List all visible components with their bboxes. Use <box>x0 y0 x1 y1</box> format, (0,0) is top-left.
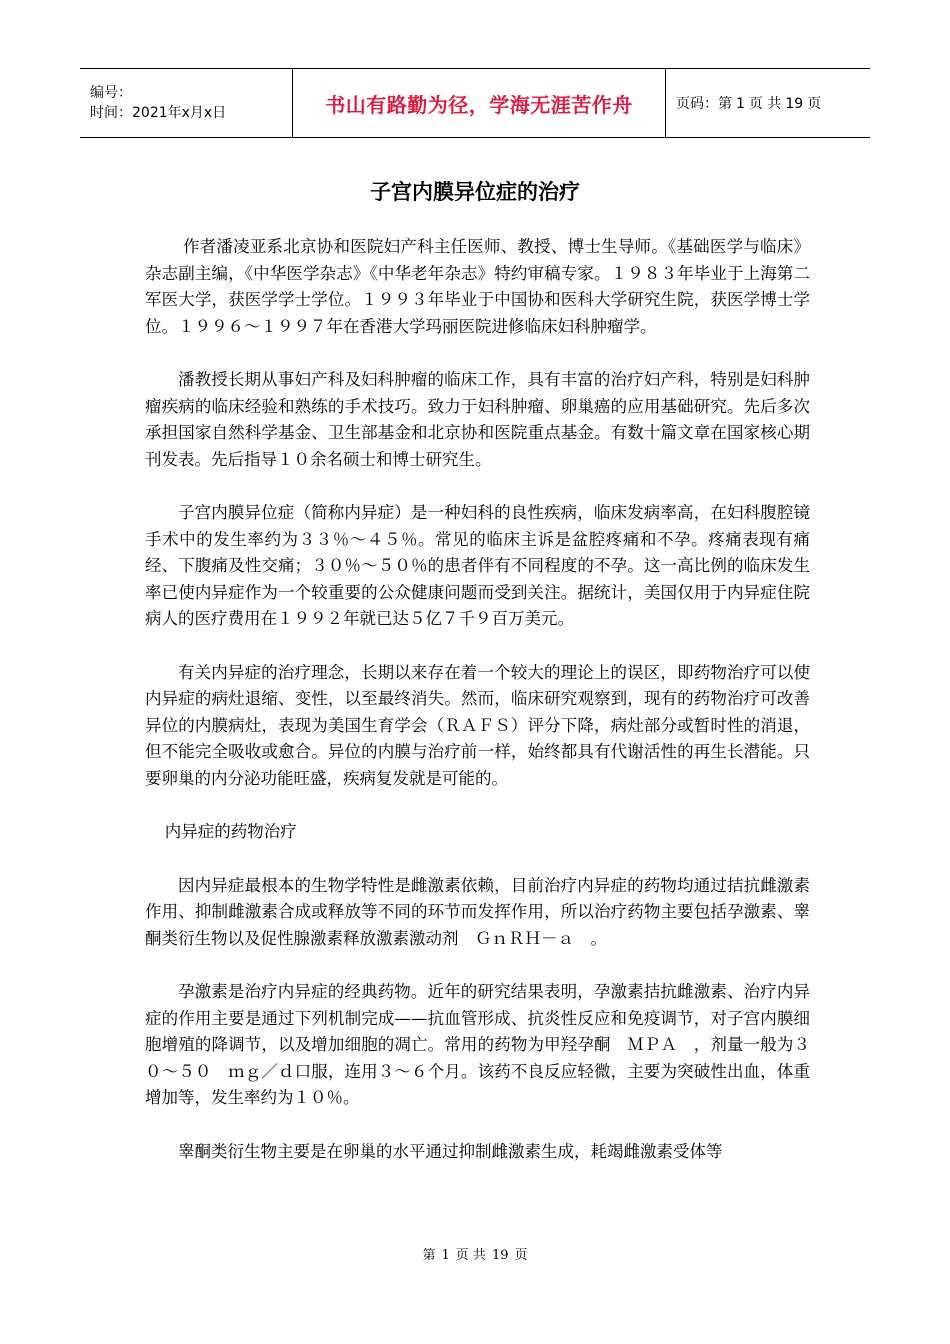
paragraph-author-work: 潘教授长期从事妇产科及妇科肿瘤的临床工作，具有丰富的治疗妇产科，特别是妇科肿瘤疾病的临床经验和熟练的手术技巧。致力于妇科肿瘤、卵巢癌的应用基础研究。先后多次承担国家自然科学基金、卫生部基金和北京协和医院重点基金。有数十篇文章在国家核心期刊发表。先后指导１０余名硕士和博士研究生。 <box>145 370 810 469</box>
paragraph-disease-intro: 子宫内膜异位症（简称内异症）是一种妇科的良性疾病，临床发病率高，在妇科腹腔镜手术中的发生率约为３３％～４５％。常见的临床主诉是盆腔疼痛和不孕。疼痛表现有痛经、下腹痛及性交痛；３０％～５０％的患者伴有不同程度的不孕。这一高比例的临床发生率已使内异症作为一个较重要的公众健康问题而受到关注。据统计，美国仅用于内异症住院病人的医疗费用在１９９２年就已达５亿７千９百万美元。 <box>145 503 810 628</box>
page-mid-label: 页 共 <box>748 96 782 112</box>
page-indicator <box>676 93 870 113</box>
footer-current-page: 1 <box>441 1248 450 1263</box>
footer-prefix: 第 <box>422 1248 436 1263</box>
document-title: 子宫内膜异位症的治疗 <box>370 180 580 204</box>
paragraph-treatment-concept: 有关内异症的治疗理念，长期以来存在着一个较大的理论上的误区，即药物治疗可以使内异症的病灶退缩、变性，以至最终消失。然而，临床研究观察到，现有的药物治疗可改善异位的内膜病灶，表现为美国生育学会（ＲＡＦＳ）评分下降，病灶部分或暂时性的消退，但不能完全吸收或愈合。异位的内膜与治疗前一样，始终都具有代谢活性的再生长潜能。只要卵巢的内分泌功能旺盛，疾病复发就是可能的。 <box>145 662 810 788</box>
document-date: 时间：2021年x月x日 <box>90 105 227 121</box>
document-body <box>145 234 810 1192</box>
header-page-info <box>666 69 870 137</box>
document-number-label: 编号： <box>90 85 132 101</box>
paragraph-author-bio: 作者潘凌亚系北京协和医院妇产科主任医师、教授、博士生导师。《基础医学与临床》杂志副主编，《中华医学杂志》《中华老年杂志》特约审稿专家。１９８３年毕业于上海第二军医大学，获医学学士学位。１９９３年毕业于中国协和医科大学研究生院，获医学博士学位。１９９６～１９９７年在香港大学玛丽医院进修临床妇科肿瘤学。 <box>145 237 810 336</box>
page-total: 19 <box>785 96 804 112</box>
footer-suffix: 页 <box>514 1248 528 1263</box>
page-header <box>80 68 870 138</box>
header-meta <box>80 69 292 137</box>
motto-text: 书山有路勤为径，学海无涯苦作舟 <box>325 92 633 117</box>
page-footer <box>0 1244 950 1263</box>
footer-total-pages: 19 <box>491 1248 509 1263</box>
page-end-label: 页 <box>807 96 822 112</box>
section-heading-drug-therapy: 内异症的药物治疗 <box>164 822 297 841</box>
paragraph-testosterone: 睾酮类衍生物主要是在卵巢的水平通过抑制雌激素生成，耗竭雌激素受体等 <box>178 1141 723 1161</box>
paragraph-drug-mechanism: 因内异症最根本的生物学特性是雌激素依赖，目前治疗内异症的药物均通过拮抗雌激素作用、抑制雌激素合成或释放等不同的环节而发挥作用，所以治疗药物主要包括孕激素、睾酮类衍生物以及促性腺激素释放激素激动剂 ＧｎＲＨ－ａ 。 <box>145 875 810 948</box>
footer-mid: 页 共 <box>455 1248 486 1263</box>
page-current: 1 <box>736 96 745 112</box>
page-label: 页码：第 <box>676 96 732 112</box>
paragraph-progestin: 孕激素是治疗内异症的经典药物。近年的研究结果表明，孕激素拮抗雌激素、治疗内异症的作用主要是通过下列机制完成——抗血管形成、抗炎性反应和免疫调节，对子宫内膜细胞增殖的降调节，以及增加细胞的凋亡。常用的药物为甲羟孕酮 ＭＰＡ ，剂量一般为３０～５０ ｍｇ／ｄ口服，连用３～６个月。该药不良反应轻微，主要为突破性出血，体重增加等，发生率约为１０％。 <box>145 982 810 1107</box>
header-motto-cell <box>292 69 666 137</box>
